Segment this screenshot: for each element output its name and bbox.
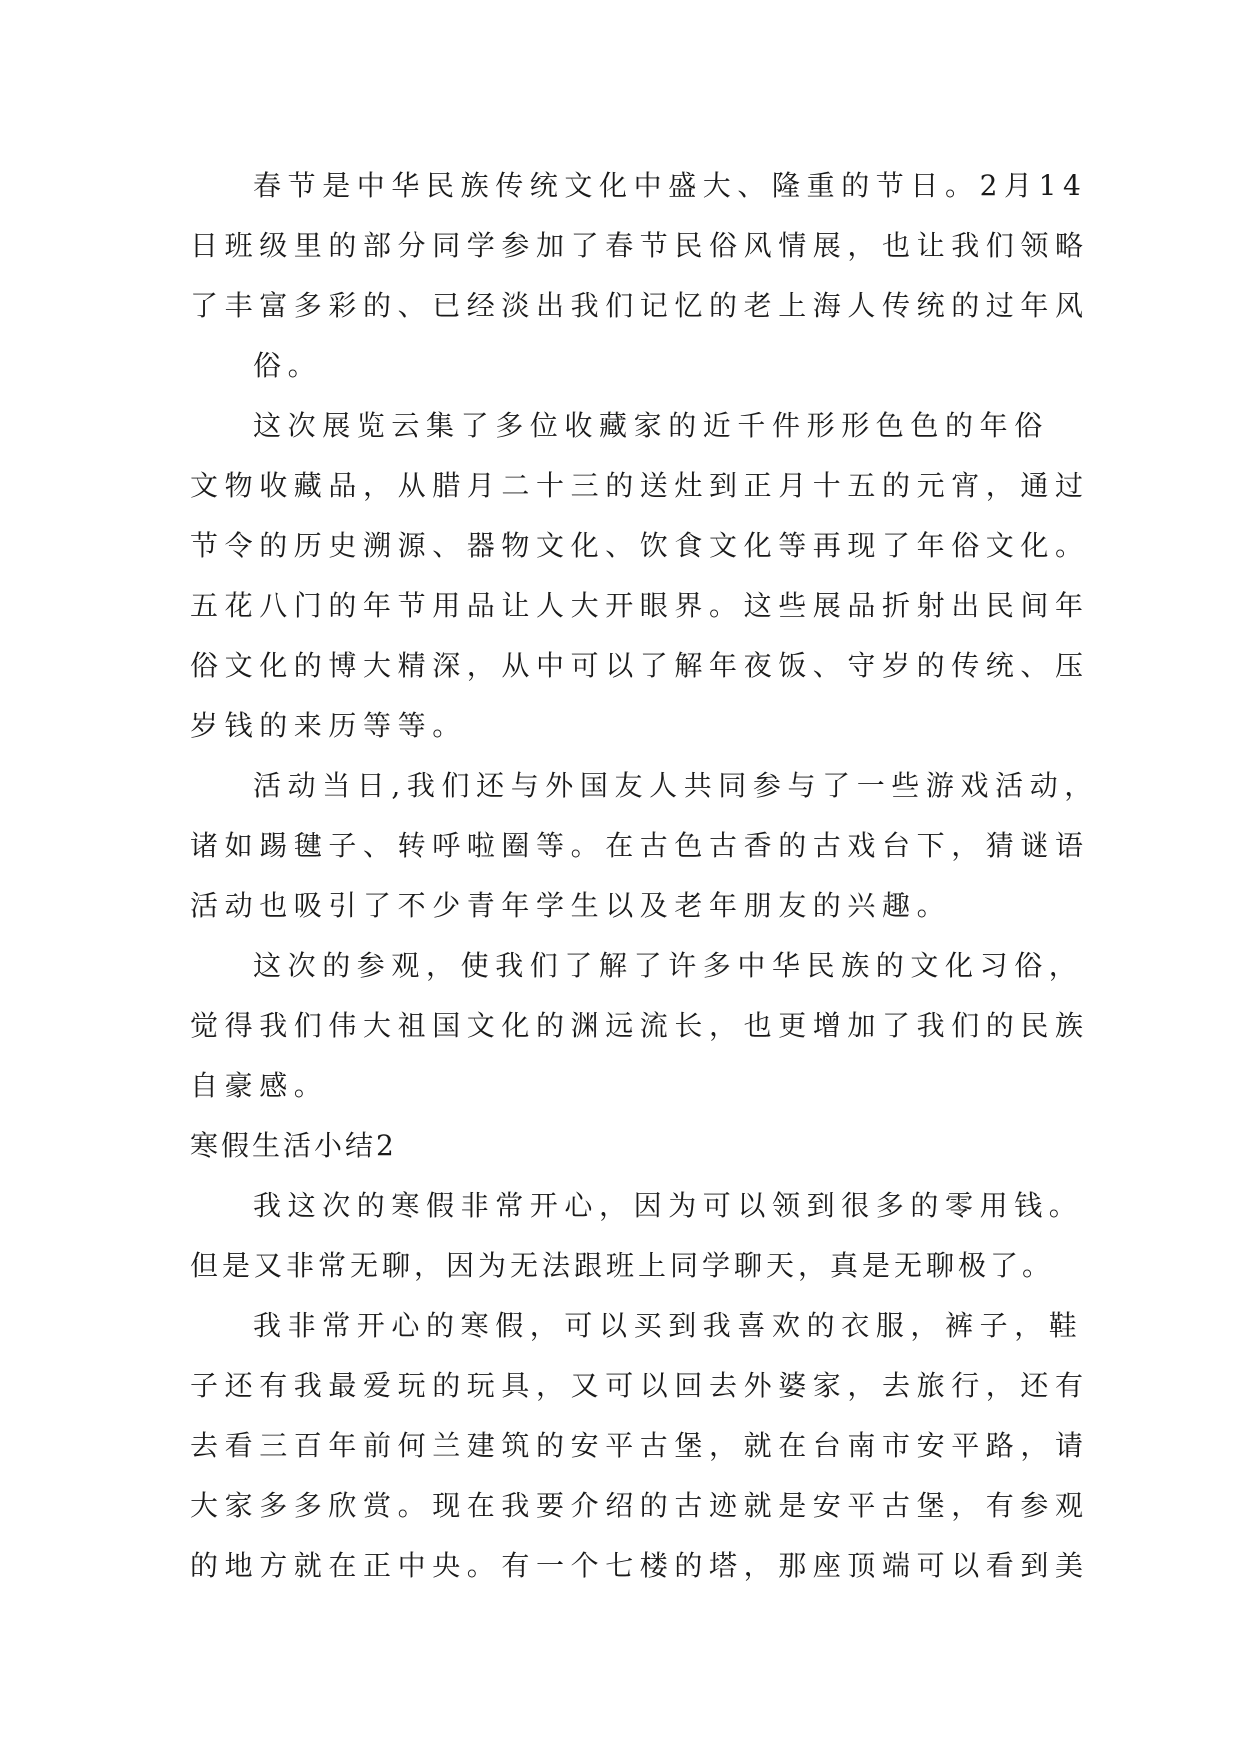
paragraph-line: 文物收藏品，从腊月二十三的送灶到正月十五的元宵，通过 <box>190 469 1090 502</box>
paragraph-line: 春节是中华民族传统文化中盛大、隆重的节日。2月14 <box>253 169 1088 202</box>
section-heading: 寒假生活小结2 <box>190 1129 397 1162</box>
paragraph-line: 岁钱的来历等等。 <box>190 709 467 742</box>
paragraph-line: 节令的历史溯源、器物文化、饮食文化等再现了年俗文化。 <box>190 529 1090 562</box>
paragraph-line: 这次展览云集了多位收藏家的近千件形形色色的年俗 <box>253 409 1049 442</box>
paragraph-line: 觉得我们伟大祖国文化的渊远流长，也更增加了我们的民族 <box>190 1009 1090 1042</box>
paragraph-line: 大家多多欣赏。现在我要介绍的古迹就是安平古堡，有参观 <box>190 1489 1090 1522</box>
paragraph-line: 但是又非常无聊，因为无法跟班上同学聊天，真是无聊极了。 <box>190 1249 1055 1282</box>
paragraph-line: 我这次的寒假非常开心，因为可以领到很多的零用钱。 <box>253 1189 1084 1222</box>
paragraph-line: 这次的参观，使我们了解了许多中华民族的文化习俗， <box>253 949 1084 982</box>
paragraph-line: 去看三百年前何兰建筑的安平古堡，就在台南市安平路，请 <box>190 1429 1090 1462</box>
paragraph-line: 俗文化的博大精深，从中可以了解年夜饭、守岁的传统、压 <box>190 649 1090 682</box>
paragraph-line: 的地方就在正中央。有一个七楼的塔，那座顶端可以看到美 <box>190 1549 1090 1582</box>
paragraph-line: 了丰富多彩的、已经淡出我们记忆的老上海人传统的过年风 <box>190 289 1090 322</box>
paragraph-line: 我非常开心的寒假，可以买到我喜欢的衣服，裤子，鞋 <box>253 1309 1084 1342</box>
paragraph-line: 自豪感。 <box>190 1069 329 1102</box>
paragraph-line: 活动也吸引了不少青年学生以及老年朋友的兴趣。 <box>190 889 952 922</box>
paragraph-line: 日班级里的部分同学参加了春节民俗风情展，也让我们领略 <box>190 229 1090 262</box>
paragraph-line: 活动当日,我们还与外国友人共同参与了一些游戏活动， <box>253 769 1099 802</box>
paragraph-line: 五花八门的年节用品让人大开眼界。这些展品折射出民间年 <box>190 589 1090 622</box>
paragraph-line: 子还有我最爱玩的玩具，又可以回去外婆家，去旅行，还有 <box>190 1369 1090 1402</box>
paragraph-line: 诸如踢毽子、转呼啦圈等。在古色古香的古戏台下，猜谜语 <box>190 829 1090 862</box>
paragraph-line: 俗。 <box>253 349 323 382</box>
